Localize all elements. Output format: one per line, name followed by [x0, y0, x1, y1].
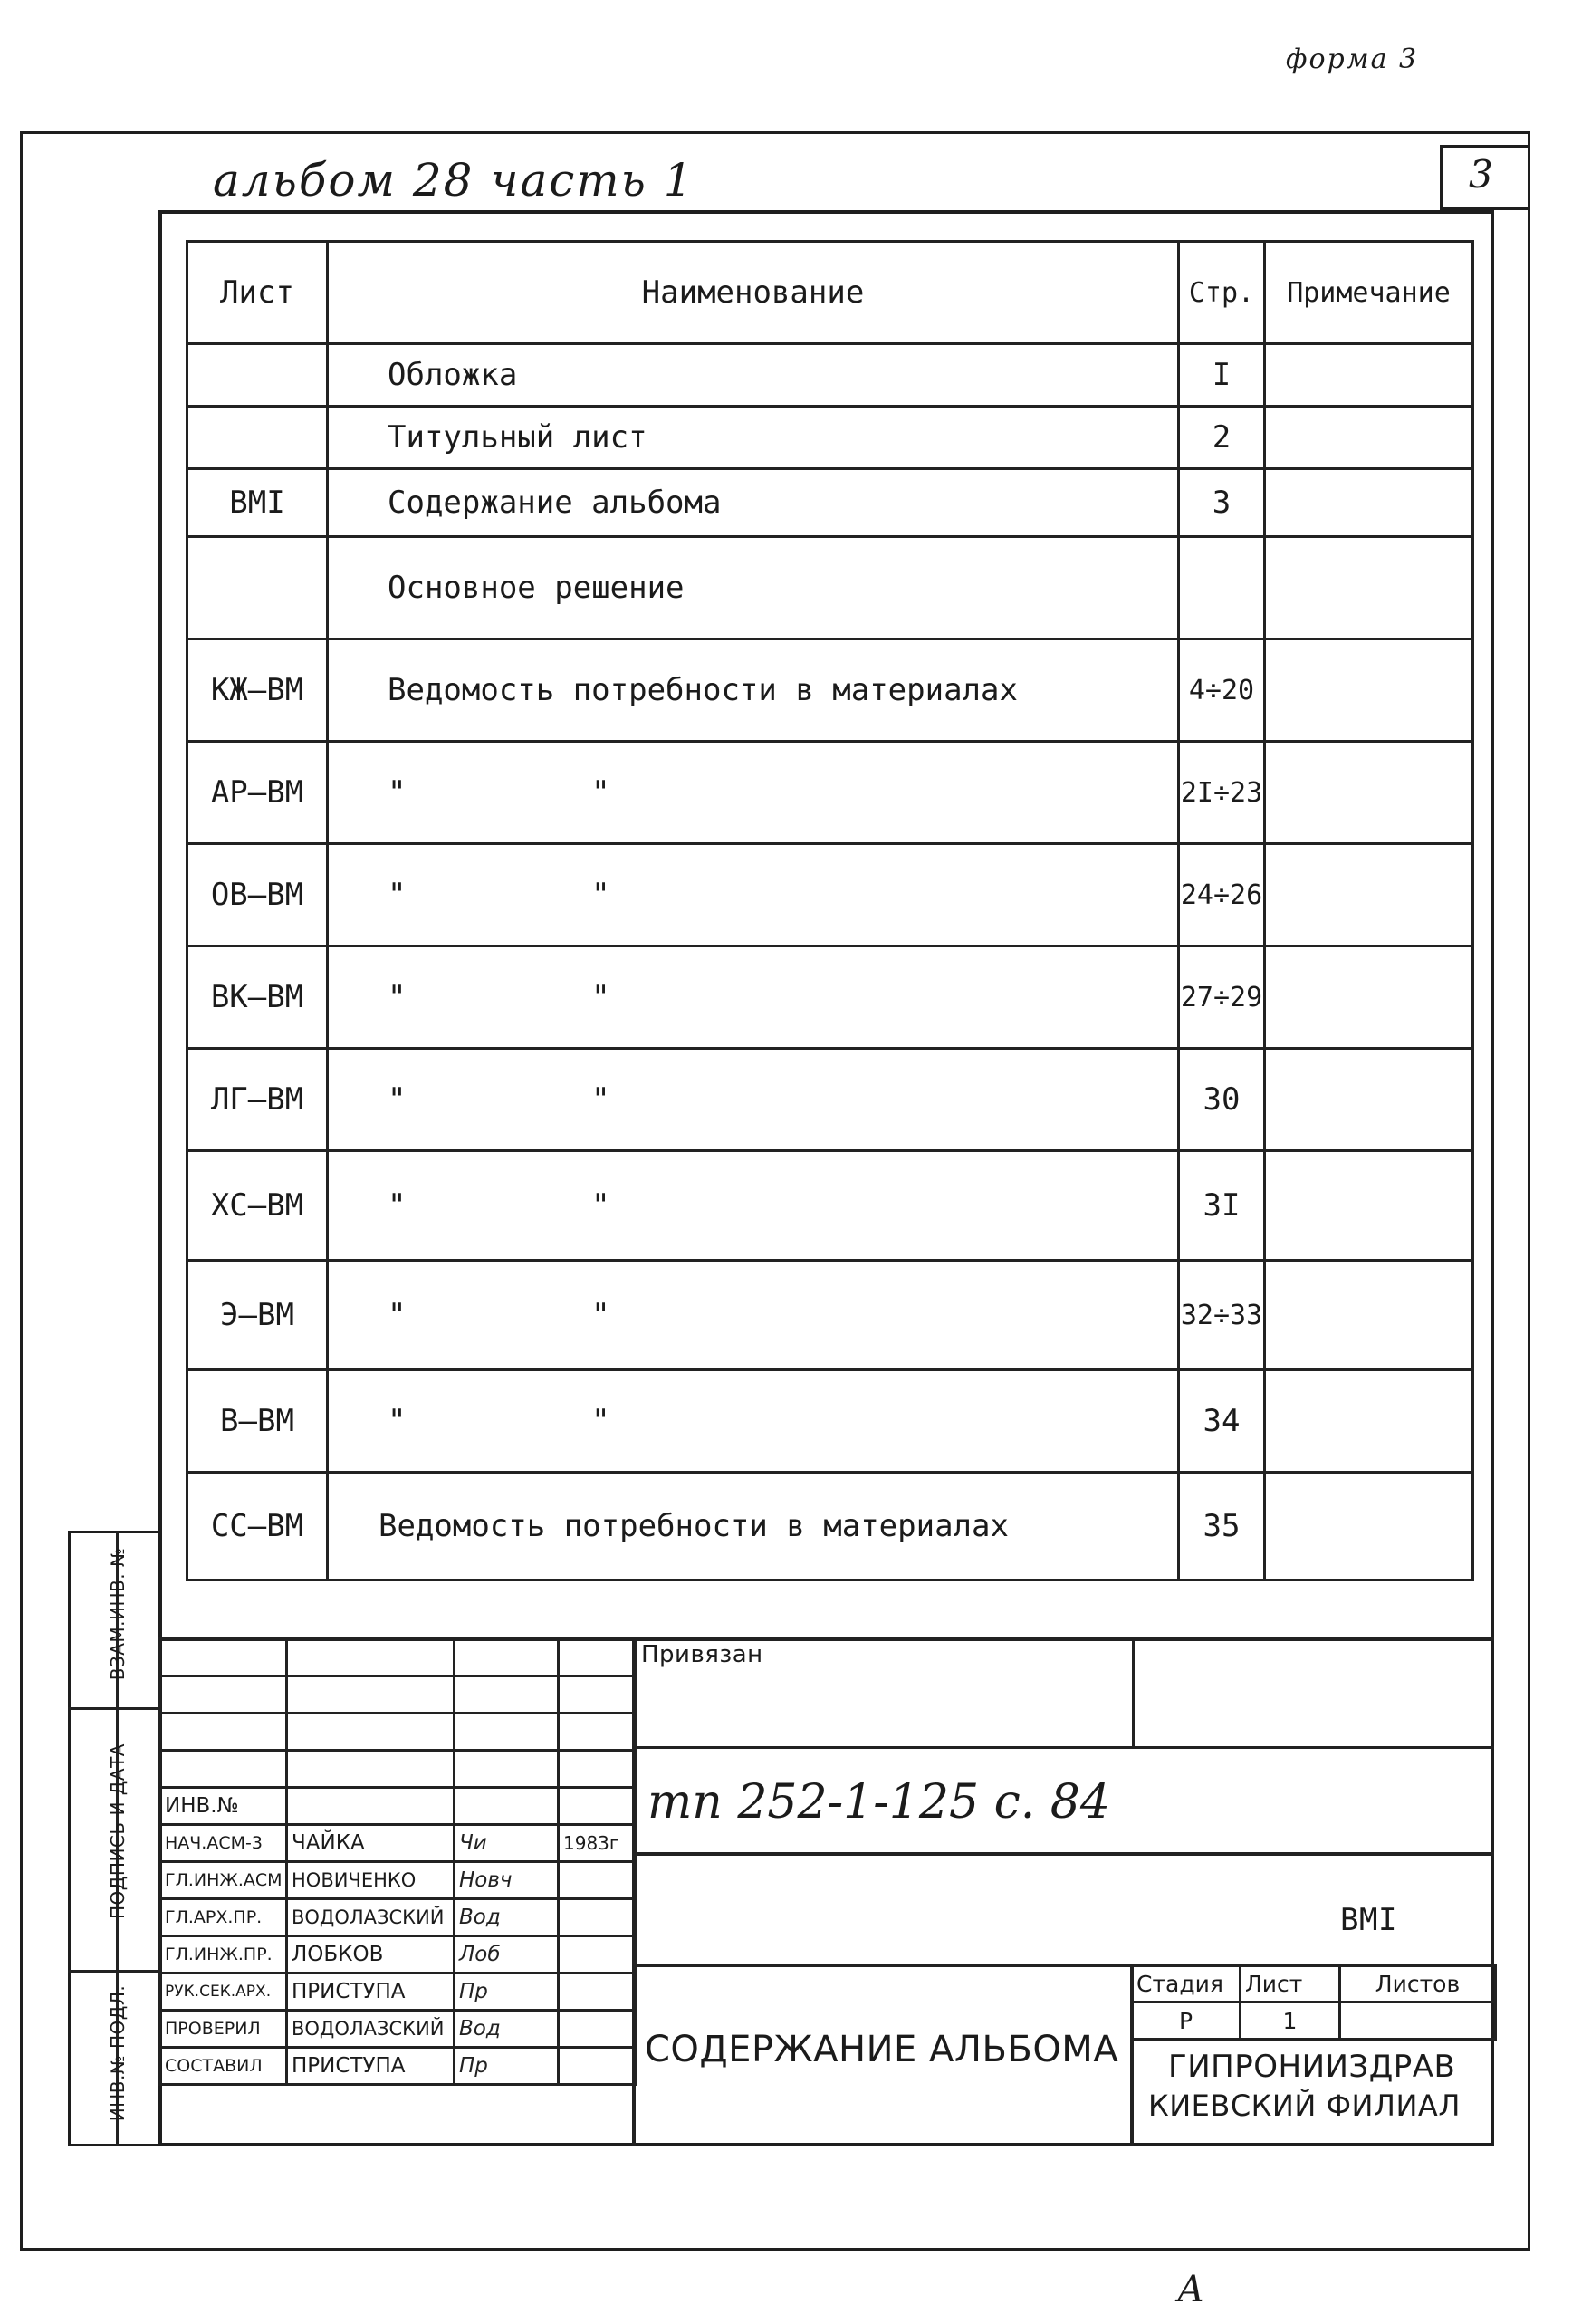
- form-label: форма 3: [1286, 43, 1419, 75]
- row-name: Титульный лист: [328, 407, 1179, 469]
- row-page: 27÷29: [1179, 946, 1265, 1049]
- side-label-inv-podl: ИНВ.№ ПОДЛ.: [107, 1984, 129, 2122]
- table-row: [187, 407, 1473, 469]
- header-name: Наименование: [328, 242, 1179, 344]
- tb-line-privyazan: [634, 1746, 1494, 1749]
- listov-value: [1340, 2002, 1496, 2040]
- row-name: Ведомость потребности в материалах: [328, 639, 1179, 742]
- staff-role: ГЛ.АРХ.ПР.: [160, 1899, 287, 1936]
- row-note: [1265, 946, 1473, 1049]
- table-header-row: [187, 242, 1473, 344]
- row-note: [1265, 1473, 1473, 1580]
- staff-name: ПРИСТУПА: [287, 2048, 455, 2085]
- staff-name: НОВИЧЕНКО: [287, 1862, 455, 1899]
- tb-vert-privyazan: [1132, 1637, 1135, 1748]
- staff-signature: Вод: [455, 1899, 559, 1936]
- row-sheet: ВМI: [187, 469, 328, 537]
- row-sheet: В–ВМ: [187, 1370, 328, 1473]
- tb-line-code: [634, 1852, 1494, 1856]
- row-page: 4÷20: [1179, 639, 1265, 742]
- row-note: [1265, 1049, 1473, 1151]
- list-value: 1: [1241, 2002, 1340, 2040]
- row-note: [1265, 1370, 1473, 1473]
- staff-name: ВОДОЛАЗСКИЙ: [287, 2011, 455, 2048]
- stage-value: Р: [1132, 2002, 1241, 2040]
- table-row: [187, 1370, 1473, 1473]
- staff-role: ГЛ.ИНЖ.ПР.: [160, 1936, 287, 1973]
- album-title: альбом 28 часть 1: [213, 154, 695, 206]
- table-row: [187, 844, 1473, 946]
- org-line-1: ГИПРОНИИЗДРАВ: [1168, 2049, 1456, 2085]
- row-sheet: [187, 344, 328, 407]
- staff-year: 1983г: [559, 1825, 636, 1862]
- row-page: 2: [1179, 407, 1265, 469]
- org-line-2: КИЕВСКИЙ ФИЛИАЛ: [1148, 2089, 1461, 2123]
- row-sheet: ХС–ВМ: [187, 1151, 328, 1261]
- staff-signature: Чи: [455, 1825, 559, 1862]
- staff-table: [158, 1637, 637, 2086]
- row-name: " ": [328, 1151, 1179, 1261]
- row-note: [1265, 1151, 1473, 1261]
- side-label-vzam: ВЗАМ.ИНВ. №: [107, 1547, 129, 1681]
- row-note: [1265, 1261, 1473, 1370]
- side-strip-sep-1: [68, 1707, 160, 1710]
- doc-code: тп 252-1-125 с. 84: [647, 1775, 1110, 1829]
- staff-name: ВОДОЛАЗСКИЙ: [287, 1899, 455, 1936]
- row-name: " ": [328, 844, 1179, 946]
- row-name: " ": [328, 1370, 1179, 1473]
- table-row: [187, 1473, 1473, 1580]
- staff-role: ПРОВЕРИЛ: [160, 2011, 287, 2048]
- table-row: [187, 1261, 1473, 1370]
- staff-role: НАЧ.АСМ-3: [160, 1825, 287, 1862]
- listov-header: Листов: [1340, 1965, 1496, 2002]
- row-page: 30: [1179, 1049, 1265, 1151]
- row-note: [1265, 844, 1473, 946]
- table-row: [187, 946, 1473, 1049]
- row-note: [1265, 407, 1473, 469]
- row-page: 2I÷23: [1179, 742, 1265, 844]
- row-name: " ": [328, 946, 1179, 1049]
- row-sheet: [187, 407, 328, 469]
- header-page: Стр.: [1179, 242, 1265, 344]
- side-label-podpis: ПОДПИСЬ И ДАТА: [107, 1743, 129, 1919]
- row-name: Содержание альбома: [328, 469, 1179, 537]
- page-number: 3: [1469, 152, 1493, 197]
- header-sheet: Лист: [187, 242, 328, 344]
- row-name: " ": [328, 742, 1179, 844]
- row-note: [1265, 537, 1473, 639]
- row-note: [1265, 639, 1473, 742]
- stage-table: [1130, 1964, 1497, 2041]
- row-name: Ведомость потребности в материалах: [328, 1473, 1179, 1580]
- table-row: [187, 537, 1473, 639]
- table-row: [187, 344, 1473, 407]
- staff-role: ГЛ.ИНЖ.АСМ: [160, 1862, 287, 1899]
- row-sheet: ЛГ–ВМ: [187, 1049, 328, 1151]
- privyazan-label: Привязан: [641, 1641, 763, 1668]
- inv-label: ИНВ.№: [160, 1788, 287, 1825]
- staff-role: СОСТАВИЛ: [160, 2048, 287, 2085]
- staff-signature: Пр: [455, 2048, 559, 2085]
- row-page: I: [1179, 344, 1265, 407]
- sheet-code: ВМI: [1340, 1902, 1397, 1938]
- row-sheet: Э–ВМ: [187, 1261, 328, 1370]
- row-name: Обложка: [328, 344, 1179, 407]
- row-sheet: АР–ВМ: [187, 742, 328, 844]
- staff-signature: Вод: [455, 2011, 559, 2048]
- table-row: [187, 639, 1473, 742]
- contents-table: [186, 240, 1474, 1581]
- table-row: [187, 1049, 1473, 1151]
- header-note: Примечание: [1265, 242, 1473, 344]
- row-name: " ": [328, 1049, 1179, 1151]
- staff-name: ЛОБКОВ: [287, 1936, 455, 1973]
- document-title: СОДЕРЖАНИЕ АЛЬБОМА: [645, 2029, 1119, 2070]
- row-sheet: [187, 537, 328, 639]
- staff-name: ПРИСТУПА: [287, 1973, 455, 2011]
- row-sheet: ВК–ВМ: [187, 946, 328, 1049]
- row-page: 3I: [1179, 1151, 1265, 1261]
- row-page: 32÷33: [1179, 1261, 1265, 1370]
- row-sheet: СС–ВМ: [187, 1473, 328, 1580]
- list-header: Лист: [1241, 1965, 1340, 2002]
- table-row: [187, 1151, 1473, 1261]
- row-sheet: ОВ–ВМ: [187, 844, 328, 946]
- row-page: 34: [1179, 1370, 1265, 1473]
- staff-signature: Пр: [455, 1973, 559, 2011]
- row-note: [1265, 469, 1473, 537]
- row-name: Основное решение: [328, 537, 1179, 639]
- row-note: [1265, 742, 1473, 844]
- row-page: 35: [1179, 1473, 1265, 1580]
- row-note: [1265, 344, 1473, 407]
- table-row: [187, 742, 1473, 844]
- staff-signature: Новч: [455, 1862, 559, 1899]
- row-page: 3: [1179, 469, 1265, 537]
- row-sheet: КЖ–ВМ: [187, 639, 328, 742]
- stage-header: Стадия: [1132, 1965, 1241, 2002]
- table-row: [187, 469, 1473, 537]
- staff-signature: Лоб: [455, 1936, 559, 1973]
- row-page: [1179, 537, 1265, 639]
- staff-role: РУК.СЕК.АРХ.: [160, 1973, 287, 2011]
- footer-mark: А: [1177, 2269, 1205, 2310]
- row-page: 24÷26: [1179, 844, 1265, 946]
- row-name: " ": [328, 1261, 1179, 1370]
- staff-name: ЧАЙКА: [287, 1825, 455, 1862]
